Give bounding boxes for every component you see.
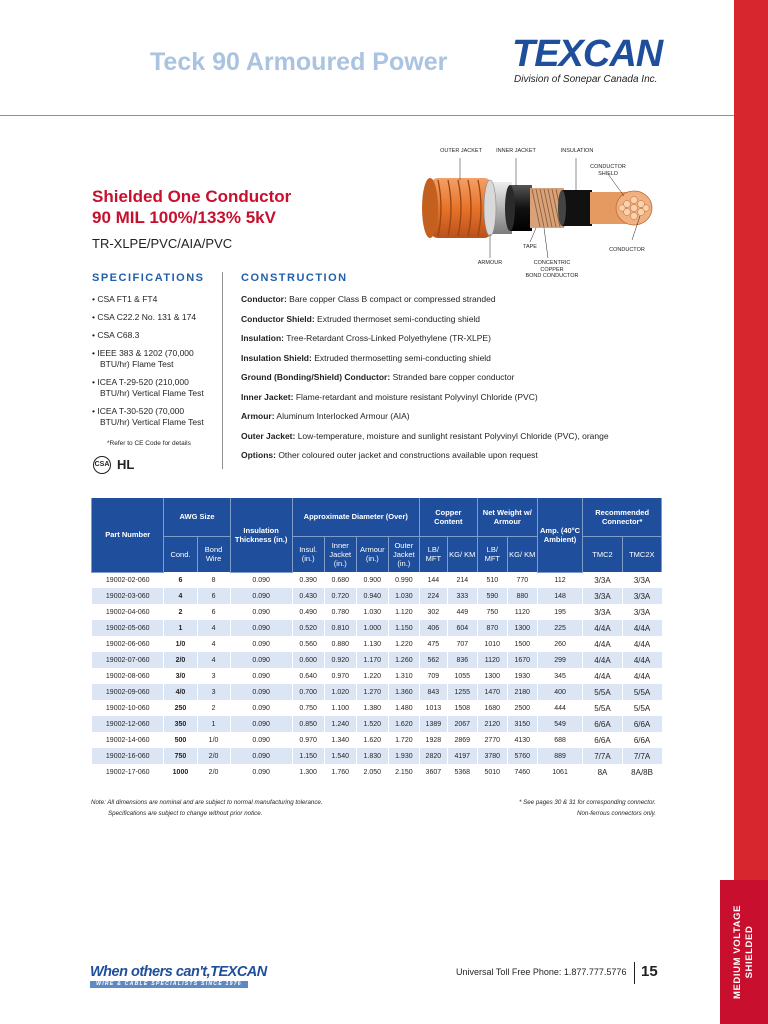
table-cell: 19002-07-060 [92,652,164,668]
table-cell: 0.900 [356,572,388,588]
table-cell: 1255 [447,684,477,700]
table-cell: 224 [419,588,447,604]
table-row [92,604,662,620]
table-cell: 1300 [507,620,537,636]
spec-item: • ICEA T-29-520 (210,000 BTU/hr) Vertical Flame Test [92,377,216,399]
table-cell: 1470 [477,684,507,700]
table-cell: 345 [537,668,583,684]
table-cell: 8A [583,764,622,780]
table-cell: 1 [197,716,230,732]
table-cell: 4/4A [622,652,661,668]
table-row [92,668,662,684]
table-cell: 1061 [537,764,583,780]
table-note-right: * See pages 30 & 31 for corresponding connector. Non-ferrous connectors only. [518,799,656,817]
table-cell: 0.880 [324,636,356,652]
table-row [92,764,662,780]
table-cell: 1.760 [324,764,356,780]
table-cell: 750 [164,748,197,764]
table-cell: 4197 [447,748,477,764]
col-outer-jacket: Outer Jacket (in.) [388,536,419,572]
table-row [92,588,662,604]
table-cell: 5010 [477,764,507,780]
table-cell: 5368 [447,764,477,780]
table-cell: 0.090 [230,668,292,684]
col-part-number: Part Number [92,498,164,572]
table-cell: 1.020 [324,684,356,700]
construction-item: Outer Jacket: Low-temperature, moisture and sunlight resistant Polyvinyl Chloride (PVC), orange [241,430,609,441]
table-cell: 2 [164,604,197,620]
table-cell: 0.600 [292,652,324,668]
table-cell: 1.360 [388,684,419,700]
table-cell: 19002-03-060 [92,588,164,604]
table-cell: 0.090 [230,572,292,588]
page-number-divider [634,962,635,984]
col-cond: Cond. [164,536,197,572]
table-cell: 19002-06-060 [92,636,164,652]
label-inner-jacket: INNER JACKET [496,148,536,154]
table-cell: 2180 [507,684,537,700]
table-cell: 2820 [419,748,447,764]
page-number: 15 [641,963,658,980]
table-cell: 0.680 [324,572,356,588]
table-cell: 333 [447,588,477,604]
table-cell: 549 [537,716,583,732]
table-cell: 1000 [164,764,197,780]
table-cell: 0.090 [230,636,292,652]
table-cell: 1120 [507,604,537,620]
table-cell: 4/4A [583,668,622,684]
table-cell: 4 [164,588,197,604]
hl-rating-label: HL [117,457,135,472]
table-cell: 1.340 [324,732,356,748]
table-cell: 1.120 [388,604,419,620]
table-cell: 0.090 [230,748,292,764]
table-cell: 19002-08-060 [92,668,164,684]
table-cell: 302 [419,604,447,620]
table-cell: 19002-10-060 [92,700,164,716]
table-cell: 880 [507,588,537,604]
specifications-list [92,294,216,435]
table-cell: 0.090 [230,588,292,604]
table-cell: 225 [537,620,583,636]
table-cell: 1.540 [324,748,356,764]
table-cell: 3780 [477,748,507,764]
table-cell: 889 [537,748,583,764]
table-cell: 4130 [507,732,537,748]
table-cell: 0.920 [324,652,356,668]
table-cell: 0.970 [324,668,356,684]
table-cell: 0.990 [388,572,419,588]
logo-word: TEXCAN [512,33,663,75]
table-cell: 843 [419,684,447,700]
construction-item: Conductor: Bare copper Class B compact or compressed stranded [241,294,496,304]
label-tape: TAPE [523,244,537,250]
table-cell: 112 [537,572,583,588]
table-cell: 19002-02-060 [92,572,164,588]
table-cell: 1389 [419,716,447,732]
table-cell: 350 [164,716,197,732]
specifications-heading: SPECIFICATIONS [92,272,205,284]
table-note-left: Note: All dimensions are nominal and are subject to normal manufacturing tolerance. Specifications are subject to change without prior notice. [91,799,323,817]
table-cell: 4/4A [583,636,622,652]
construction-item: Insulation: Tree-Retardant Cross-Linked Polyethylene (TR-XLPE) [241,333,491,343]
table-cell: 2.150 [388,764,419,780]
table-cell: 6/6A [583,732,622,748]
col-connector: Recommended Connector* [583,498,662,536]
construction-item: Armour: Aluminum Interlocked Armour (AIA) [241,411,410,421]
table-cell: 1120 [477,652,507,668]
label-concentric-copper: CONCENTRIC COPPER BOND CONDUCTOR [525,260,579,279]
table-cell: 1.130 [356,636,388,652]
table-cell: 0.090 [230,764,292,780]
table-cell: 5/5A [583,700,622,716]
table-cell: 1.100 [324,700,356,716]
table-cell: 19002-12-060 [92,716,164,732]
table-cell: 1.150 [388,620,419,636]
construction-heading: CONSTRUCTION [241,272,348,284]
table-cell: 7460 [507,764,537,780]
col-inner-jacket: Inner Jacket (in.) [324,536,356,572]
table-cell: 2/0 [197,764,230,780]
table-cell: 604 [447,620,477,636]
insulation-shield-shape [562,190,592,226]
table-cell: 7/7A [622,748,661,764]
table-cell: 0.090 [230,620,292,636]
table-cell: 1/0 [197,732,230,748]
col-weight-kg: KG/ KM [507,536,537,572]
table-cell: 8A/8B [622,764,661,780]
col-copper-lb: LB/ MFT [419,536,447,572]
table-cell: 6 [164,572,197,588]
table-cell: 3 [197,684,230,700]
slogan-text: When others can't,TEXCAN [90,964,267,980]
spec-item: • CSA C22.2 No. 131 & 174 [92,312,216,323]
product-subtitle: TR-XLPE/PVC/AIA/PVC [92,236,233,251]
construction-item: Options: Other coloured outer jacket and constructions available upon request [241,450,538,460]
table-cell: 4/4A [583,652,622,668]
certification-mark [93,456,141,474]
table-cell: 0.780 [324,604,356,620]
table-cell: 2869 [447,732,477,748]
table-cell: 2 [197,700,230,716]
label-armour: ARMOUR [477,260,503,266]
table-cell: 19002-05-060 [92,620,164,636]
table-cell: 4/4A [583,620,622,636]
table-cell: 6/6A [622,716,661,732]
table-cell: 3/0 [164,668,197,684]
texcan-logo [512,33,663,90]
col-insulation-thickness: Insulation Thickness (in.) [230,498,292,572]
table-row [92,572,662,588]
table-cell: 836 [447,652,477,668]
table-cell: 770 [507,572,537,588]
table-cell: 1.220 [356,668,388,684]
table-cell: 1.000 [356,620,388,636]
table-cell: 1670 [507,652,537,668]
product-title: Shielded One Conductor 90 MIL 100%/133% 5kV [92,187,292,227]
section-tab[interactable] [720,880,768,1024]
label-conductor-shield: CONDUCTOR SHIELD [590,164,626,177]
table-cell: 1.240 [324,716,356,732]
table-cell: 0.720 [324,588,356,604]
construction-item: Conductor Shield: Extruded thermoset semi-conducting shield [241,313,481,324]
table-cell: 0.430 [292,588,324,604]
table-cell: 0.810 [324,620,356,636]
table-cell: 2120 [477,716,507,732]
table-cell: 1/0 [164,636,197,652]
table-cell: 1.620 [356,732,388,748]
construction-list [241,294,711,470]
table-cell: 0.970 [292,732,324,748]
table-cell: 0.940 [356,588,388,604]
table-cell: 444 [537,700,583,716]
table-cell: 2500 [507,700,537,716]
col-approx-diameter: Approximate Diameter (Over) [292,498,419,536]
col-tmc2x: TMC2X [622,536,661,572]
table-cell: 5/5A [583,684,622,700]
table-cell: 0.090 [230,700,292,716]
table-cell: 2.050 [356,764,388,780]
table-body [92,572,662,780]
cable-cross-section-diagram [418,140,668,279]
toll-free-phone[interactable]: Universal Toll Free Phone: 1.877.777.5776 [456,967,627,977]
table-cell: 1.720 [388,732,419,748]
spec-item: • CSA C68.3 [92,330,216,341]
table-cell: 1.030 [356,604,388,620]
table-cell: 1 [164,620,197,636]
table-cell: 3/3A [583,604,622,620]
logo-subtitle: Division of Sonepar Canada Inc. [514,74,658,85]
page-title: Teck 90 Armoured Power [150,48,448,76]
table-cell: 4 [197,620,230,636]
table-cell: 0.090 [230,604,292,620]
col-awg-size: AWG Size [164,498,230,536]
table-cell: 1.310 [388,668,419,684]
table-cell: 7/7A [583,748,622,764]
table-cell: 214 [447,572,477,588]
csa-certification-icon: CSA [93,456,111,474]
table-cell: 1.300 [292,764,324,780]
table-cell: 195 [537,604,583,620]
table-cell: 4 [197,636,230,652]
table-cell: 4/4A [622,668,661,684]
table-row [92,652,662,668]
table-row [92,700,662,716]
table-row [92,732,662,748]
table-cell: 3/3A [622,572,661,588]
table-cell: 750 [477,604,507,620]
table-cell: 1.930 [388,748,419,764]
table-cell: 2/0 [197,748,230,764]
table-cell: 1928 [419,732,447,748]
table-cell: 6/6A [583,716,622,732]
table-cell: 1.830 [356,748,388,764]
table-cell: 510 [477,572,507,588]
table-row [92,716,662,732]
spec-item: • ICEA T-30-520 (70,000 BTU/hr) Vertical Flame Test [92,406,216,428]
table-cell: 1.030 [388,588,419,604]
table-cell: 500 [164,732,197,748]
table-cell: 0.090 [230,684,292,700]
table-cell: 19002-04-060 [92,604,164,620]
table-cell: 1.520 [356,716,388,732]
table-cell: 299 [537,652,583,668]
table-cell: 4 [197,652,230,668]
section-tab-label: MEDIUM VOLTAGE SHIELDED [732,904,755,1000]
table-cell: 1930 [507,668,537,684]
table-cell: 1.260 [388,652,419,668]
table-cell: 590 [477,588,507,604]
table-cell: 1500 [507,636,537,652]
table-cell: 5760 [507,748,537,764]
construction-item: Inner Jacket: Flame-retardant and moisture resistant Polyvinyl Chloride (PVC) [241,391,538,402]
col-net-weight: Net Weight w/ Armour [477,498,537,536]
table-row [92,636,662,652]
table-cell: 3/3A [583,588,622,604]
side-color-strip [734,0,768,1024]
table-cell: 1.480 [388,700,419,716]
table-cell: 2/0 [164,652,197,668]
table-cell: 3150 [507,716,537,732]
table-cell: 3/3A [583,572,622,588]
column-divider [222,272,223,469]
table-cell: 1300 [477,668,507,684]
table-cell: 1.150 [292,748,324,764]
table-cell: 4/4A [622,620,661,636]
table-cell: 5/5A [622,684,661,700]
col-tmc2: TMC2 [583,536,622,572]
col-armour: Armour (in.) [356,536,388,572]
header-divider [0,115,734,116]
table-cell: 1680 [477,700,507,716]
table-cell: 4/4A [622,636,661,652]
table-cell: 0.090 [230,652,292,668]
spec-item: • CSA FT1 & FT4 [92,294,216,305]
table-cell: 0.090 [230,716,292,732]
table-cell: 0.750 [292,700,324,716]
table-cell: 3/3A [622,604,661,620]
table-cell: 0.490 [292,604,324,620]
table-cell: 148 [537,588,583,604]
table-cell: 3/3A [622,588,661,604]
table-cell: 1.170 [356,652,388,668]
table-cell: 4/0 [164,684,197,700]
table-cell: 709 [419,668,447,684]
col-amp: Amp. (40°C Ambient) [537,498,583,572]
label-conductor: CONDUCTOR [609,247,645,253]
col-insul: Insul. (in.) [292,536,324,572]
table-cell: 250 [164,700,197,716]
spec-footnote: *Refer to CE Code for details [107,440,191,447]
table-cell: 6 [197,604,230,620]
slogan-tagline: WIRE & CABLE SPECIALISTS SINCE 1976 [90,981,248,988]
table-cell: 0.850 [292,716,324,732]
table-cell: 0.700 [292,684,324,700]
label-insulation: INSULATION [560,148,594,154]
table-cell: 1013 [419,700,447,716]
table-cell: 400 [537,684,583,700]
construction-item: Ground (Bonding/Shield) Conductor: Stranded bare copper conductor [241,372,515,382]
table-cell: 19002-14-060 [92,732,164,748]
table-cell: 144 [419,572,447,588]
table-cell: 707 [447,636,477,652]
col-copper-kg: KG/ KM [447,536,477,572]
table-cell: 1.270 [356,684,388,700]
table-cell: 0.090 [230,732,292,748]
table-cell: 2067 [447,716,477,732]
table-cell: 1010 [477,636,507,652]
table-cell: 1508 [447,700,477,716]
table-cell: 2770 [477,732,507,748]
col-weight-lb: LB/ MFT [477,536,507,572]
spec-item: • IEEE 383 & 1202 (70,000 BTU/hr) Flame Test [92,348,216,370]
footer-slogan [90,964,267,988]
table-cell: 870 [477,620,507,636]
product-data-table [91,498,662,780]
table-cell: 19002-16-060 [92,748,164,764]
table-row [92,684,662,700]
table-cell: 3 [197,668,230,684]
construction-item: Insulation Shield: Extruded thermosetting semi-conducting shield [241,352,491,363]
table-cell: 475 [419,636,447,652]
col-copper-content: Copper Content [419,498,477,536]
table-cell: 260 [537,636,583,652]
table-cell: 1.620 [388,716,419,732]
table-cell: 0.640 [292,668,324,684]
table-cell: 562 [419,652,447,668]
col-bond-wire: Bond Wire [197,536,230,572]
table-cell: 1055 [447,668,477,684]
table-cell: 0.520 [292,620,324,636]
table-cell: 8 [197,572,230,588]
table-cell: 449 [447,604,477,620]
table-cell: 19002-09-060 [92,684,164,700]
table-cell: 19002-17-060 [92,764,164,780]
table-cell: 1.220 [388,636,419,652]
table-cell: 406 [419,620,447,636]
label-outer-jacket: OUTER JACKET [440,148,482,154]
table-cell: 6 [197,588,230,604]
table-cell: 1.380 [356,700,388,716]
table-cell: 0.560 [292,636,324,652]
table-cell: 6/6A [622,732,661,748]
table-cell: 0.390 [292,572,324,588]
table-cell: 5/5A [622,700,661,716]
table-row [92,620,662,636]
table-cell: 688 [537,732,583,748]
table-row [92,748,662,764]
table-cell: 3607 [419,764,447,780]
